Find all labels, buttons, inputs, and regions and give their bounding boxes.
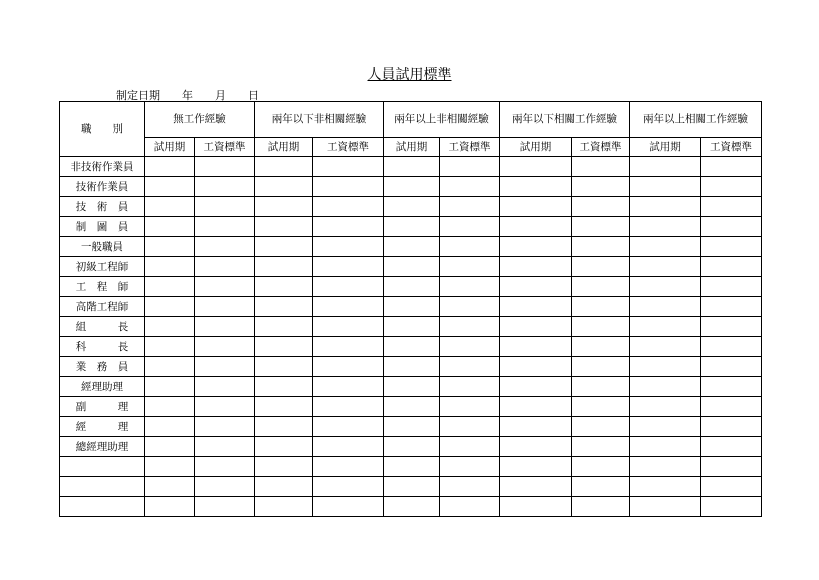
trial-period-cell[interactable]	[500, 297, 572, 317]
job-title-cell: 工 程 師	[60, 277, 145, 297]
trial-period-cell[interactable]	[145, 317, 195, 337]
sub-header-wage: 工資標準	[313, 138, 384, 157]
wage-standard-cell[interactable]	[195, 377, 255, 397]
wage-standard-cell[interactable]	[701, 217, 762, 237]
job-title-cell: 經 理	[60, 417, 145, 437]
job-title-cell: 高階工程師	[60, 297, 145, 317]
wage-standard-cell[interactable]	[572, 277, 630, 297]
table-row	[60, 497, 762, 517]
trial-period-cell[interactable]	[500, 257, 572, 277]
wage-standard-cell[interactable]	[572, 297, 630, 317]
trial-period-cell[interactable]	[630, 157, 701, 177]
wage-standard-cell[interactable]	[195, 317, 255, 337]
wage-standard-cell[interactable]	[701, 157, 762, 177]
wage-standard-cell[interactable]	[313, 497, 384, 517]
trial-period-cell[interactable]	[630, 337, 701, 357]
trial-period-cell[interactable]	[384, 177, 440, 197]
trial-period-cell[interactable]	[630, 277, 701, 297]
wage-standard-cell[interactable]	[313, 357, 384, 377]
table-row	[60, 477, 762, 497]
wage-standard-cell[interactable]	[572, 437, 630, 457]
trial-period-cell[interactable]	[145, 177, 195, 197]
trial-period-cell[interactable]	[630, 497, 701, 517]
trial-period-cell[interactable]	[500, 177, 572, 197]
wage-standard-cell[interactable]	[701, 457, 762, 477]
trial-period-cell[interactable]	[384, 417, 440, 437]
trial-period-cell[interactable]	[384, 237, 440, 257]
trial-period-cell[interactable]	[384, 257, 440, 277]
wage-standard-cell[interactable]	[440, 397, 500, 417]
sub-header-wage: 工資標準	[572, 138, 630, 157]
wage-standard-cell[interactable]	[195, 357, 255, 377]
wage-standard-cell[interactable]	[701, 477, 762, 497]
trial-period-cell[interactable]	[145, 457, 195, 477]
trial-period-cell[interactable]	[500, 437, 572, 457]
trial-period-cell[interactable]	[500, 357, 572, 377]
table-row	[60, 237, 762, 257]
trial-period-cell[interactable]	[630, 297, 701, 317]
job-title-cell: 科 長	[60, 337, 145, 357]
wage-standard-cell[interactable]	[701, 257, 762, 277]
trial-period-cell[interactable]	[500, 317, 572, 337]
sub-header-trial: 試用期	[384, 138, 440, 157]
trial-period-cell[interactable]	[145, 297, 195, 317]
job-title-cell: 組 長	[60, 317, 145, 337]
sub-header-trial: 試用期	[630, 138, 701, 157]
table-row	[60, 217, 762, 237]
trial-period-cell[interactable]	[500, 337, 572, 357]
table-row	[60, 457, 762, 477]
trial-period-cell[interactable]	[500, 197, 572, 217]
trial-period-cell[interactable]	[255, 377, 313, 397]
trial-period-cell[interactable]	[145, 217, 195, 237]
trial-period-cell[interactable]	[145, 477, 195, 497]
trial-period-cell[interactable]	[384, 357, 440, 377]
sub-header-trial: 試用期	[255, 138, 313, 157]
wage-standard-cell[interactable]	[313, 277, 384, 297]
table-row	[60, 417, 762, 437]
group-header-no-experience: 無工作經驗	[145, 102, 255, 138]
trial-period-cell[interactable]	[255, 497, 313, 517]
group-header-over-2y-related: 兩年以上相關工作經驗	[630, 102, 762, 138]
wage-standard-cell[interactable]	[572, 217, 630, 237]
wage-standard-cell[interactable]	[440, 437, 500, 457]
wage-standard-cell[interactable]	[701, 337, 762, 357]
trial-period-cell[interactable]	[384, 317, 440, 337]
trial-period-cell[interactable]	[630, 237, 701, 257]
job-title-cell	[60, 497, 145, 517]
trial-period-cell[interactable]	[255, 217, 313, 237]
wage-standard-cell[interactable]	[313, 157, 384, 177]
trial-period-cell[interactable]	[500, 457, 572, 477]
wage-standard-cell[interactable]	[572, 477, 630, 497]
wage-standard-cell[interactable]	[440, 197, 500, 217]
trial-period-cell[interactable]	[255, 357, 313, 377]
wage-standard-cell[interactable]	[701, 177, 762, 197]
job-title-header: 職 別	[60, 102, 145, 157]
trial-period-cell[interactable]	[255, 277, 313, 297]
wage-standard-cell[interactable]	[195, 477, 255, 497]
wage-standard-cell[interactable]	[701, 397, 762, 417]
trial-period-cell[interactable]	[384, 297, 440, 317]
wage-standard-cell[interactable]	[572, 457, 630, 477]
trial-period-cell[interactable]	[384, 497, 440, 517]
wage-standard-cell[interactable]	[440, 297, 500, 317]
trial-period-cell[interactable]	[630, 257, 701, 277]
wage-standard-cell[interactable]	[701, 277, 762, 297]
trial-period-cell[interactable]	[255, 177, 313, 197]
wage-standard-cell[interactable]	[572, 257, 630, 277]
table-row	[60, 317, 762, 337]
wage-standard-cell[interactable]	[440, 317, 500, 337]
wage-standard-cell[interactable]	[195, 157, 255, 177]
trial-period-cell[interactable]	[145, 197, 195, 217]
wage-standard-cell[interactable]	[195, 197, 255, 217]
wage-standard-cell[interactable]	[440, 357, 500, 377]
group-header-under-2y-related: 兩年以下相關工作經驗	[500, 102, 630, 138]
trial-period-cell[interactable]	[384, 337, 440, 357]
trial-period-cell[interactable]	[384, 377, 440, 397]
trial-period-cell[interactable]	[145, 377, 195, 397]
table-row	[60, 397, 762, 417]
effective-date-line: 制定日期 年 月 日	[116, 89, 259, 102]
wage-standard-cell[interactable]	[195, 397, 255, 417]
job-title-cell: 總經理助理	[60, 437, 145, 457]
trial-period-cell[interactable]	[384, 457, 440, 477]
document-title: 人員試用標準	[367, 67, 452, 83]
wage-standard-cell[interactable]	[313, 257, 384, 277]
trial-period-cell[interactable]	[145, 277, 195, 297]
wage-standard-cell[interactable]	[572, 397, 630, 417]
table-row	[60, 277, 762, 297]
wage-standard-cell[interactable]	[440, 417, 500, 437]
trial-period-cell[interactable]	[145, 397, 195, 417]
wage-standard-cell[interactable]	[313, 417, 384, 437]
trial-period-cell[interactable]	[500, 477, 572, 497]
wage-standard-cell[interactable]	[313, 397, 384, 417]
wage-standard-cell[interactable]	[440, 497, 500, 517]
header-row-sub	[60, 138, 762, 157]
wage-standard-cell[interactable]	[440, 217, 500, 237]
wage-standard-cell[interactable]	[572, 337, 630, 357]
table-row	[60, 197, 762, 217]
trial-period-cell[interactable]	[145, 437, 195, 457]
wage-standard-cell[interactable]	[313, 237, 384, 257]
table-row	[60, 337, 762, 357]
trial-period-cell[interactable]	[630, 377, 701, 397]
wage-standard-cell[interactable]	[313, 197, 384, 217]
trial-period-cell[interactable]	[384, 197, 440, 217]
trial-period-cell[interactable]	[630, 437, 701, 457]
table-body	[60, 157, 762, 517]
wage-standard-cell[interactable]	[572, 417, 630, 437]
job-title-cell: 非技術作業員	[60, 157, 145, 177]
trial-period-cell[interactable]	[255, 437, 313, 457]
wage-standard-cell[interactable]	[701, 357, 762, 377]
wage-standard-cell[interactable]	[313, 317, 384, 337]
wage-standard-cell[interactable]	[701, 197, 762, 217]
trial-period-cell[interactable]	[255, 257, 313, 277]
job-title-cell: 一般職員	[60, 237, 145, 257]
wage-standard-cell[interactable]	[701, 237, 762, 257]
sub-header-wage: 工資標準	[195, 138, 255, 157]
trial-period-cell[interactable]	[384, 217, 440, 237]
table-row	[60, 297, 762, 317]
table-row	[60, 377, 762, 397]
table-row	[60, 177, 762, 197]
trial-period-cell[interactable]	[255, 337, 313, 357]
trial-period-cell[interactable]	[384, 277, 440, 297]
wage-standard-cell[interactable]	[195, 277, 255, 297]
trial-period-cell[interactable]	[630, 457, 701, 477]
trial-period-cell[interactable]	[630, 417, 701, 437]
sub-header-wage: 工資標準	[440, 138, 500, 157]
trial-period-cell[interactable]	[500, 237, 572, 257]
table-row	[60, 257, 762, 277]
wage-standard-cell[interactable]	[572, 157, 630, 177]
wage-standard-cell[interactable]	[572, 237, 630, 257]
trial-period-cell[interactable]	[255, 237, 313, 257]
trial-period-cell[interactable]	[145, 357, 195, 377]
trial-period-cell[interactable]	[630, 317, 701, 337]
wage-standard-cell[interactable]	[440, 377, 500, 397]
wage-standard-cell[interactable]	[572, 177, 630, 197]
trial-period-cell[interactable]	[255, 297, 313, 317]
trial-period-cell[interactable]	[145, 497, 195, 517]
wage-standard-cell[interactable]	[195, 417, 255, 437]
trial-period-cell[interactable]	[500, 377, 572, 397]
wage-standard-cell[interactable]	[195, 177, 255, 197]
wage-standard-cell[interactable]	[313, 297, 384, 317]
job-title-cell: 初級工程師	[60, 257, 145, 277]
job-title-cell: 制 圖 員	[60, 217, 145, 237]
wage-standard-cell[interactable]	[440, 257, 500, 277]
job-title-cell: 技術作業員	[60, 177, 145, 197]
trial-period-cell[interactable]	[384, 397, 440, 417]
trial-period-cell[interactable]	[630, 357, 701, 377]
trial-period-cell[interactable]	[630, 217, 701, 237]
table-row	[60, 357, 762, 377]
wage-standard-cell[interactable]	[701, 437, 762, 457]
group-header-under-2y-unrelated: 兩年以下非相關經驗	[255, 102, 384, 138]
wage-standard-cell[interactable]	[195, 217, 255, 237]
wage-standard-cell[interactable]	[195, 457, 255, 477]
trial-period-cell[interactable]	[255, 197, 313, 217]
wage-standard-cell[interactable]	[313, 337, 384, 357]
table-row	[60, 437, 762, 457]
trial-period-cell[interactable]	[255, 317, 313, 337]
trial-period-cell[interactable]	[255, 417, 313, 437]
sub-header-trial: 試用期	[500, 138, 572, 157]
probation-standard-table	[59, 101, 762, 517]
table-row	[60, 157, 762, 177]
wage-standard-cell[interactable]	[440, 457, 500, 477]
wage-standard-cell[interactable]	[701, 317, 762, 337]
trial-period-cell[interactable]	[630, 397, 701, 417]
wage-standard-cell[interactable]	[313, 437, 384, 457]
wage-standard-cell[interactable]	[440, 477, 500, 497]
trial-period-cell[interactable]	[145, 337, 195, 357]
wage-standard-cell[interactable]	[195, 257, 255, 277]
trial-period-cell[interactable]	[145, 237, 195, 257]
trial-period-cell[interactable]	[500, 417, 572, 437]
wage-standard-cell[interactable]	[440, 277, 500, 297]
sub-header-wage: 工資標準	[701, 138, 762, 157]
wage-standard-cell[interactable]	[313, 457, 384, 477]
trial-period-cell[interactable]	[255, 477, 313, 497]
wage-standard-cell[interactable]	[572, 357, 630, 377]
wage-standard-cell[interactable]	[313, 477, 384, 497]
wage-standard-cell[interactable]	[313, 177, 384, 197]
trial-period-cell[interactable]	[384, 157, 440, 177]
job-title-cell: 業 務 員	[60, 357, 145, 377]
wage-standard-cell[interactable]	[701, 417, 762, 437]
wage-standard-cell[interactable]	[701, 377, 762, 397]
wage-standard-cell[interactable]	[572, 497, 630, 517]
wage-standard-cell[interactable]	[195, 297, 255, 317]
trial-period-cell[interactable]	[145, 157, 195, 177]
trial-period-cell[interactable]	[500, 157, 572, 177]
group-header-over-2y-unrelated: 兩年以上非相關經驗	[384, 102, 500, 138]
wage-standard-cell[interactable]	[701, 497, 762, 517]
wage-standard-cell[interactable]	[195, 437, 255, 457]
trial-period-cell[interactable]	[145, 417, 195, 437]
wage-standard-cell[interactable]	[313, 217, 384, 237]
wage-standard-cell[interactable]	[440, 177, 500, 197]
wage-standard-cell[interactable]	[572, 377, 630, 397]
trial-period-cell[interactable]	[630, 177, 701, 197]
job-title-cell: 技 術 員	[60, 197, 145, 217]
wage-standard-cell[interactable]	[701, 297, 762, 317]
trial-period-cell[interactable]	[500, 277, 572, 297]
job-title-cell	[60, 457, 145, 477]
trial-period-cell[interactable]	[630, 477, 701, 497]
job-title-cell: 經理助理	[60, 377, 145, 397]
trial-period-cell[interactable]	[384, 437, 440, 457]
wage-standard-cell[interactable]	[195, 497, 255, 517]
sub-header-trial: 試用期	[145, 138, 195, 157]
wage-standard-cell[interactable]	[440, 337, 500, 357]
job-title-cell	[60, 477, 145, 497]
wage-standard-cell[interactable]	[195, 337, 255, 357]
trial-period-cell[interactable]	[500, 397, 572, 417]
wage-standard-cell[interactable]	[313, 377, 384, 397]
wage-standard-cell[interactable]	[440, 237, 500, 257]
trial-period-cell[interactable]	[145, 257, 195, 277]
trial-period-cell[interactable]	[384, 477, 440, 497]
wage-standard-cell[interactable]	[572, 317, 630, 337]
wage-standard-cell[interactable]	[440, 157, 500, 177]
trial-period-cell[interactable]	[255, 397, 313, 417]
trial-period-cell[interactable]	[255, 457, 313, 477]
trial-period-cell[interactable]	[630, 197, 701, 217]
wage-standard-cell[interactable]	[195, 237, 255, 257]
trial-period-cell[interactable]	[500, 217, 572, 237]
trial-period-cell[interactable]	[500, 497, 572, 517]
trial-period-cell[interactable]	[255, 157, 313, 177]
job-title-cell: 副 理	[60, 397, 145, 417]
wage-standard-cell[interactable]	[572, 197, 630, 217]
header-row-groups	[60, 102, 762, 138]
